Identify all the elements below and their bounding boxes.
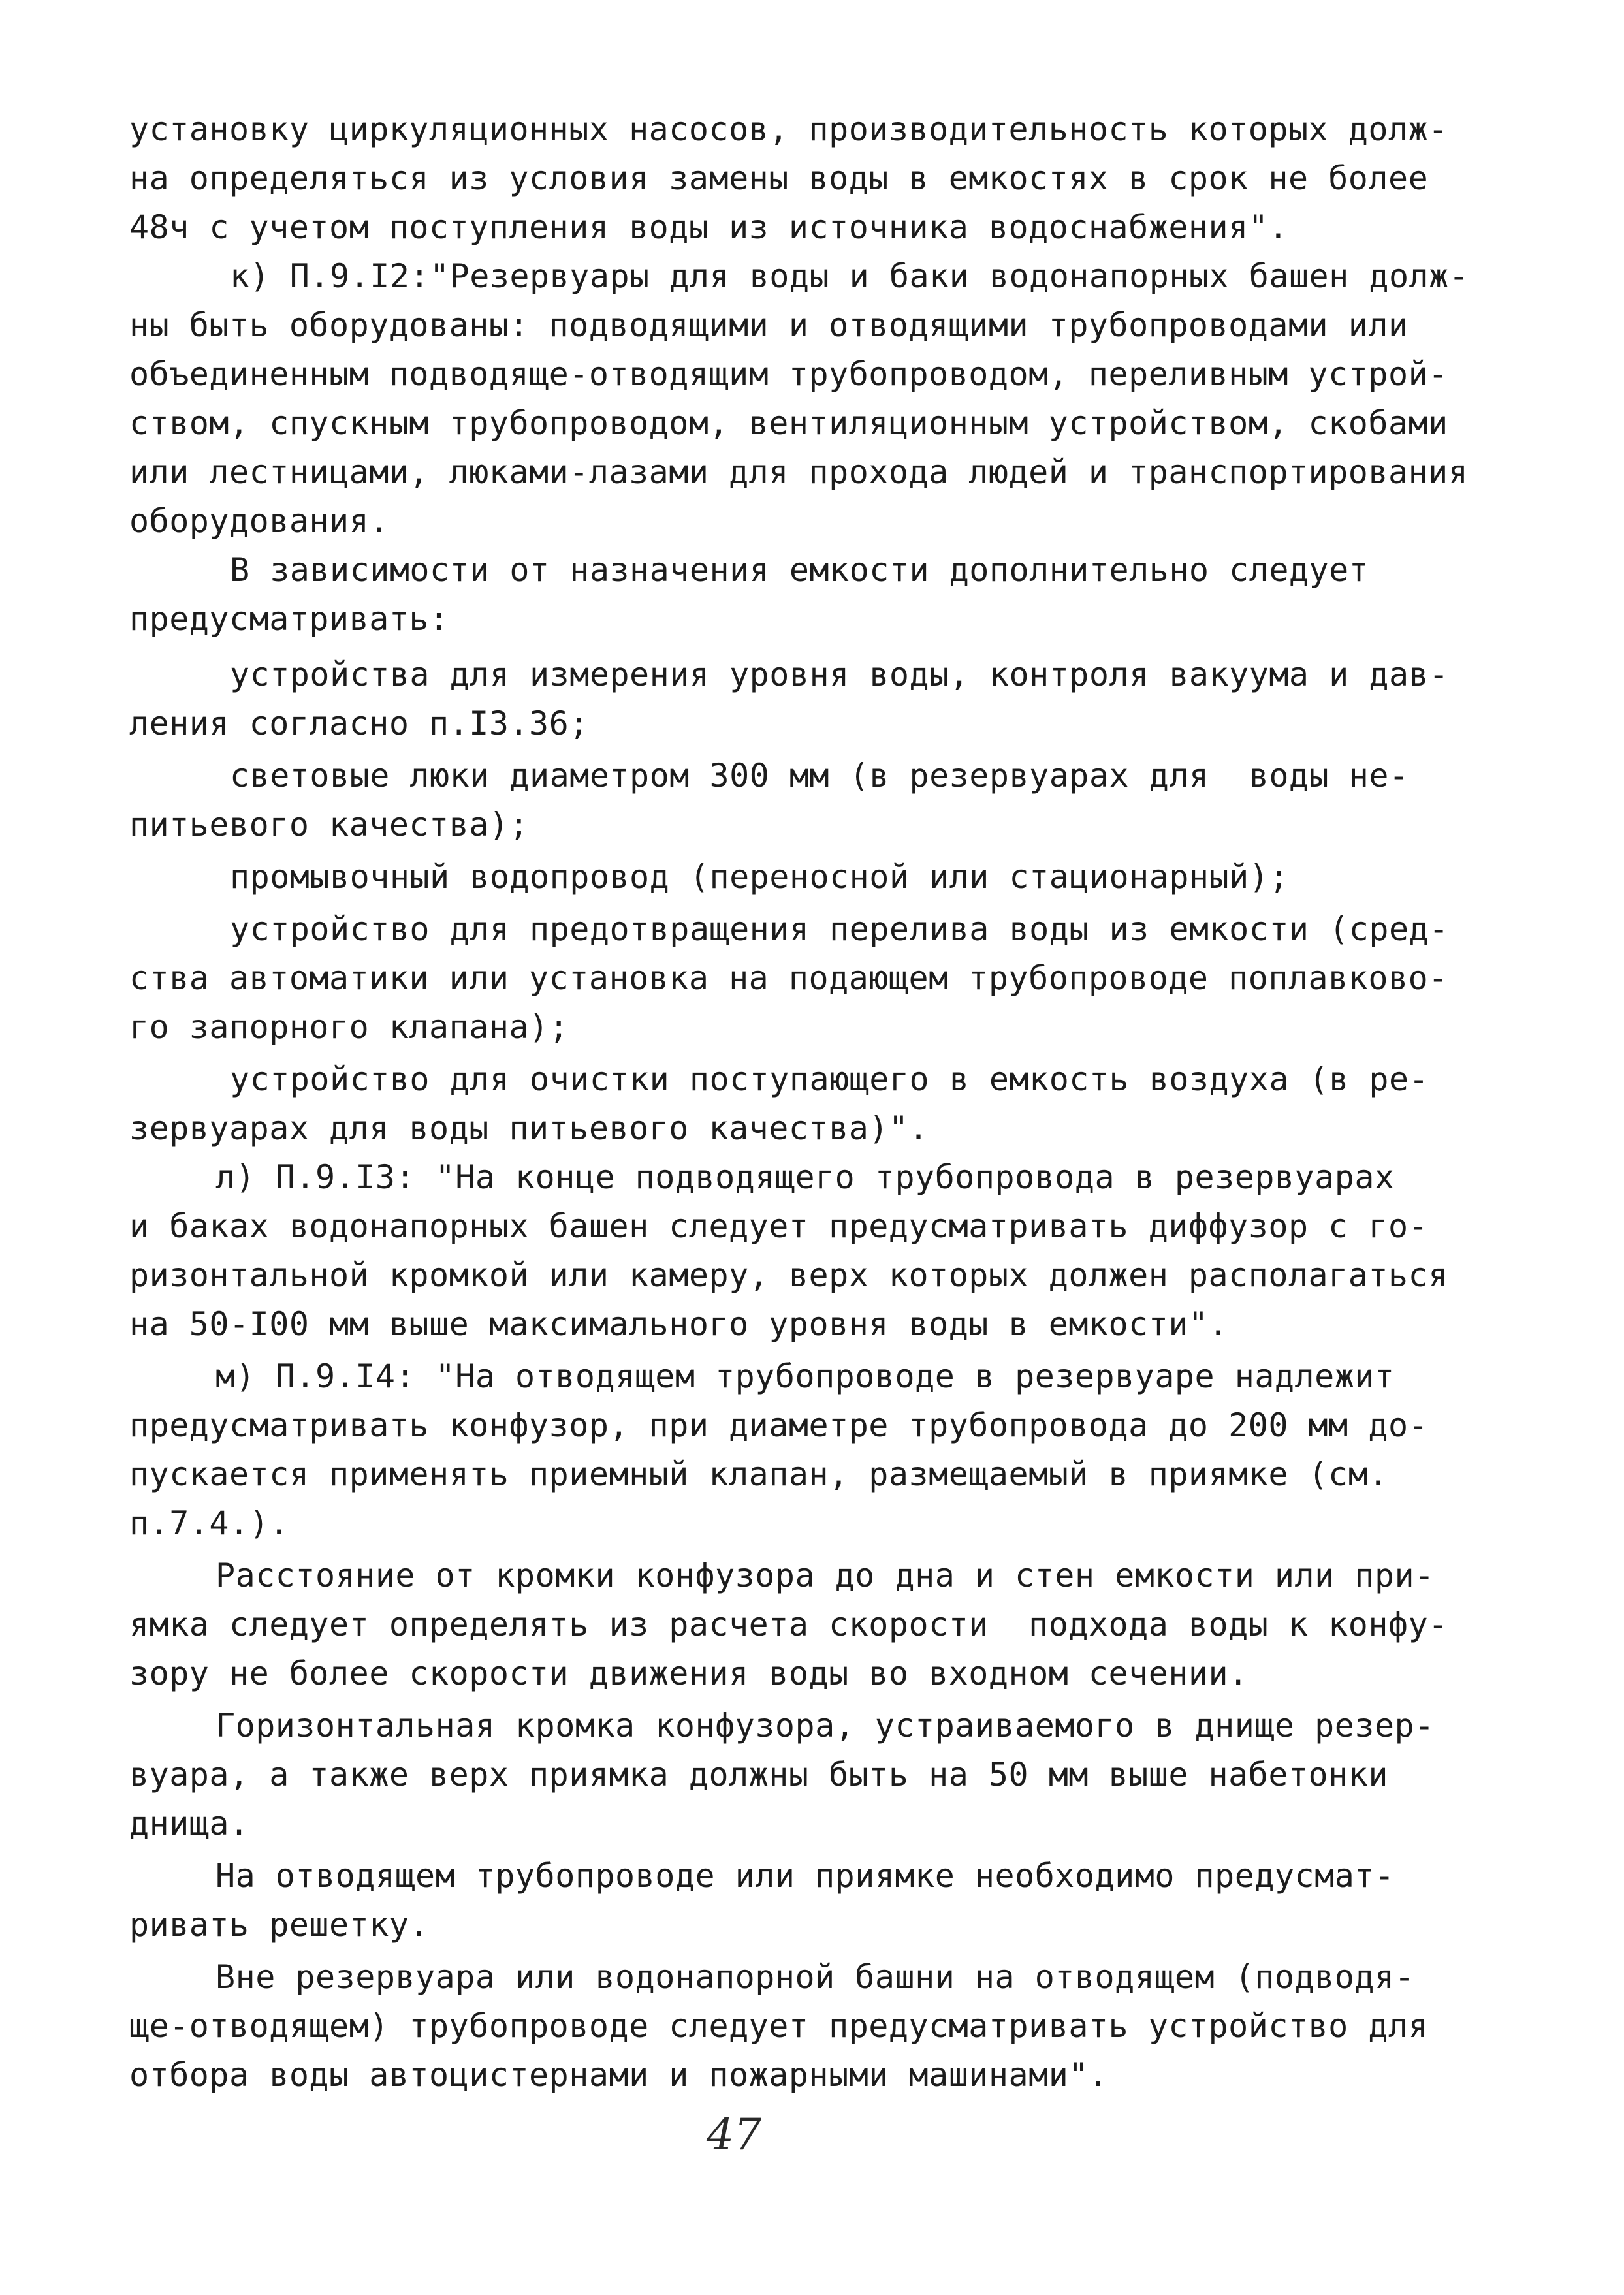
text-line: На отводящем трубопроводе или приямке необходимо предусмат- <box>215 1857 1395 1895</box>
text-line: зору не более скорости движения воды во входном сечении. <box>129 1654 1249 1692</box>
text-line: предусматривать конфузор, при диаметре трубопровода до 200 мм до- <box>129 1406 1429 1444</box>
text-line: зервуарах для воды питьевого качества)". <box>129 1109 929 1147</box>
text-line: отбора воды автоцистернами и пожарными машинами". <box>129 2056 1109 2094</box>
text-line: предусматривать: <box>129 600 449 638</box>
text-line: м) П.9.I4: "На отводящем трубопроводе в резервуаре надлежит <box>215 1357 1395 1395</box>
text-line: л) П.9.I3: "На конце подводящего трубопровода в резервуарах <box>215 1158 1395 1196</box>
text-line: ямка следует определять из расчета скорости подхода воды к конфу- <box>129 1606 1448 1643</box>
text-line: промывочный водопровод (переносной или стационарный); <box>230 858 1289 896</box>
text-line: к) П.9.I2:"Резервуары для воды и баки водонапорных башен долж- <box>230 257 1469 295</box>
text-line: ны быть оборудованы: подводящими и отводящими трубопроводами или <box>129 306 1409 344</box>
text-line: или лестницами, люками-лазами для прохода людей и транспортирования <box>129 453 1469 491</box>
text-line: оборудования. <box>129 502 389 540</box>
text-line: устройство для предотвращения перелива воды из емкости (сред- <box>230 910 1449 948</box>
text-line: днища. <box>129 1805 249 1843</box>
text-line: ством, спускным трубопроводом, вентиляционным устройством, скобами <box>129 404 1448 442</box>
text-line: ривать решетку. <box>129 1906 430 1944</box>
text-line: на определяться из условия замены воды в емкостях в срок не более <box>129 159 1429 197</box>
text-line: установку циркуляционных насосов, производительность которых долж- <box>129 110 1448 148</box>
text-line: вуара, а также верх приямка должны быть на 50 мм выше набетонки <box>129 1756 1388 1794</box>
text-line: и баках водонапорных башен следует предусматривать диффузор с го- <box>129 1207 1429 1245</box>
text-line: ления согласно п.I3.36; <box>129 704 589 742</box>
text-line: световые люки диаметром 300 мм (в резервуарах для воды не- <box>230 757 1409 795</box>
text-line: питьевого качества); <box>129 806 530 844</box>
page-number: 47 <box>707 2110 761 2160</box>
text-line: го запорного клапана); <box>129 1008 569 1046</box>
text-line: Расстояние от кромки конфузора до дна и стен емкости или при- <box>215 1557 1435 1594</box>
text-line: ще-отводящем) трубопроводе следует предусматривать устройство для <box>129 2007 1429 2045</box>
text-line: В зависимости от назначения емкости дополнительно следует <box>230 551 1369 589</box>
text-line: ризонтальной кромкой или камеру, верх которых должен располагаться <box>129 1256 1448 1294</box>
text-line: Вне резервуара или водонапорной башни на отводящем (подводя- <box>215 1958 1415 1996</box>
text-line: п.7.4.). <box>129 1504 289 1542</box>
text-line: Горизонтальная кромка конфузора, устраиваемого в днище резер- <box>215 1707 1435 1745</box>
text-line: на 50-I00 мм выше максимального уровня воды в емкости". <box>129 1305 1229 1343</box>
text-line: пускается применять приемный клапан, размещаемый в приямке (см. <box>129 1455 1388 1493</box>
text-line: устройство для очистки поступающего в емкость воздуха (в ре- <box>230 1060 1429 1098</box>
text-line: ства автоматики или установка на подающем трубопроводе поплавково- <box>129 959 1448 997</box>
text-line: устройства для измерения уровня воды, контроля вакуума и дав- <box>230 656 1449 693</box>
text-line: 48ч с учетом поступления воды из источника водоснабжения". <box>129 208 1288 246</box>
text-line: объединенным подводяще-отводящим трубопроводом, переливным устрой- <box>129 355 1448 393</box>
